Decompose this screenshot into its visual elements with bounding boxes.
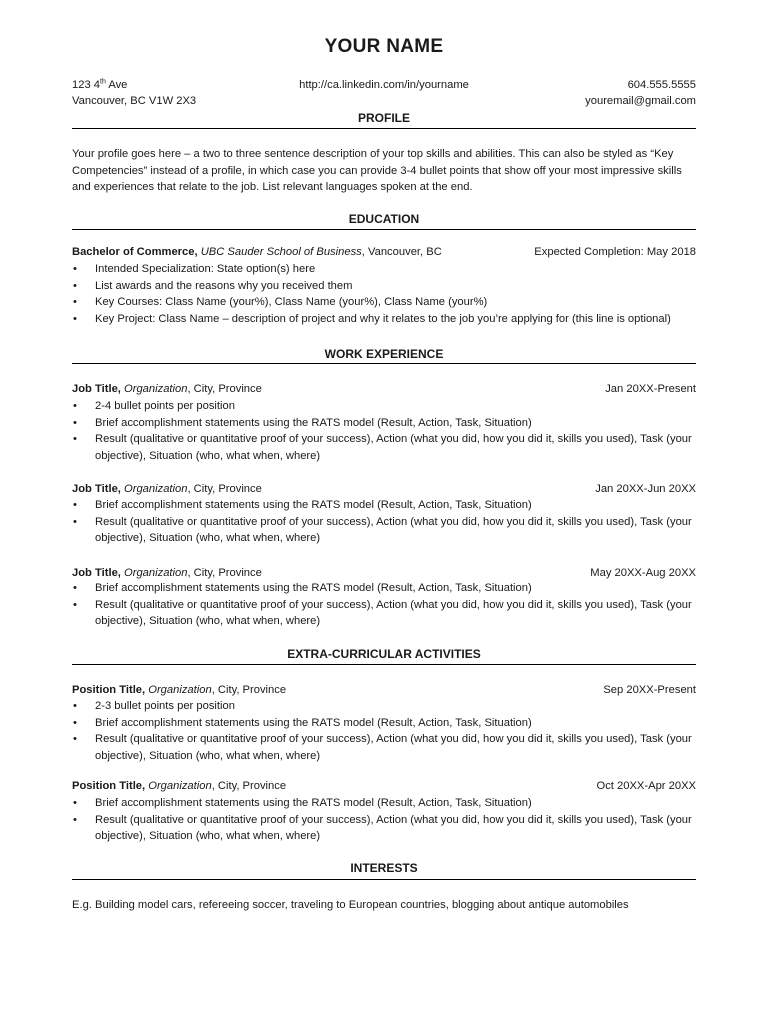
activity-location: , City, Province xyxy=(211,684,287,696)
school-name: UBC Sauder School of Business xyxy=(200,246,362,258)
job-title: Job Title, xyxy=(72,383,121,395)
education-heading: EDUCATION xyxy=(348,212,420,226)
interests-heading: INTERESTS xyxy=(350,861,418,875)
bullet-item: • Result (qualitative or quantitative proof of your success), Action (what you did, how you did it, skills you used), Task (your objective), Situation (who, what when, where) xyxy=(72,431,698,464)
job-organization: Organization xyxy=(124,567,188,579)
job-location: , City, Province xyxy=(187,483,262,495)
profile-divider xyxy=(72,128,696,129)
bullet-item: • List awards and the reasons why you received them xyxy=(72,278,698,295)
bullet-item: • Brief accomplishment statements using the RATS model (Result, Action, Task, Situation) xyxy=(72,715,698,732)
work-entry-bullets xyxy=(72,398,698,465)
bullet-item: • Result (qualitative or quantitative proof of your success), Action (what you did, how you did it, skills you used), Task (your objective), Situation (who, what when, where) xyxy=(72,514,698,547)
activity-entry-title xyxy=(72,778,286,794)
bullet-item: • Brief accomplishment statements using the RATS model (Result, Action, Task, Situation) xyxy=(72,580,698,597)
bullet-item: • Brief accomplishment statements using the RATS model (Result, Action, Task, Situation) xyxy=(72,795,698,812)
education-entry-header xyxy=(72,244,696,260)
job-organization: Organization xyxy=(124,383,188,395)
work-entry-header xyxy=(72,481,696,497)
email-link[interactable]: youremail@gmail.com xyxy=(585,95,696,107)
job-date: Jan 20XX-Present xyxy=(605,383,696,395)
street-number: 123 4 xyxy=(72,79,100,91)
interests-text: E.g. Building model cars, refereeing soccer, traveling to European countries, blogging about antique automobiles xyxy=(72,899,629,911)
job-location: , City, Province xyxy=(187,383,262,395)
education-bullets xyxy=(72,261,698,328)
bullet-item: • Brief accomplishment statements using the RATS model (Result, Action, Task, Situation) xyxy=(72,497,698,514)
work-entry-bullets xyxy=(72,497,698,547)
activity-entry-header xyxy=(72,682,696,698)
job-title: Job Title, xyxy=(72,483,121,495)
activity-organization: Organization xyxy=(148,780,212,792)
job-date: Jan 20XX-Jun 20XX xyxy=(595,483,696,495)
education-divider xyxy=(72,229,696,230)
activity-date: Oct 20XX-Apr 20XX xyxy=(596,780,696,792)
job-title: Job Title, xyxy=(72,567,121,579)
job-date: May 20XX-Aug 20XX xyxy=(590,567,696,579)
work-entry-title xyxy=(72,381,262,397)
work-entry-header xyxy=(72,565,696,581)
activity-entry-bullets xyxy=(72,795,698,845)
bullet-item: • 2-4 bullet points per position xyxy=(72,398,698,415)
job-organization: Organization xyxy=(124,483,188,495)
profile-heading: PROFILE xyxy=(357,111,410,125)
resume-name: YOUR NAME xyxy=(324,36,444,57)
position-title: Position Title, xyxy=(72,684,146,696)
bullet-item: • Result (qualitative or quantitative proof of your success), Action (what you did, how you did it, skills you used), Task (your objective), Situation (who, what when, where) xyxy=(72,597,698,630)
bullet-item: • Key Courses: Class Name (your%), Class Name (your%), Class Name (your%) xyxy=(72,294,698,311)
bullet-item: • Intended Specialization: State option(s) here xyxy=(72,261,698,278)
bullet-item: • Result (qualitative or quantitative proof of your success), Action (what you did, how you did it, skills you used), Task (your objective), Situation (who, what when, where) xyxy=(72,731,698,764)
work-heading: WORK EXPERIENCE xyxy=(324,347,444,361)
activity-location: , City, Province xyxy=(211,780,287,792)
bullet-item: • 2-3 bullet points per position xyxy=(72,698,698,715)
education-date: Expected Completion: May 2018 xyxy=(534,246,696,258)
bullet-item: • Result (qualitative or quantitative proof of your success), Action (what you did, how you did it, skills you used), Task (your objective), Situation (who, what when, where) xyxy=(72,812,698,845)
education-degree-line xyxy=(72,244,442,260)
extracurricular-divider xyxy=(72,664,696,665)
bullet-item: • Brief accomplishment statements using the RATS model (Result, Action, Task, Situation) xyxy=(72,415,698,432)
activity-entry-bullets xyxy=(72,698,698,765)
profile-text: Your profile goes here – a two to three sentence description of your top skills and abilities. This can also be styled as “Key Competencies” instead of a profile, in which case you can provide 3-4 bullet points that show off your most impressive skills and experiences that relate to the job. List relevant languages spoken at the end. xyxy=(72,148,682,193)
extracurricular-heading: EXTRA-CURRICULAR ACTIVITIES xyxy=(287,647,481,661)
activity-date: Sep 20XX-Present xyxy=(603,684,696,696)
work-entry-header xyxy=(72,381,696,397)
degree-name: Bachelor of Commerce, xyxy=(72,246,198,258)
work-divider xyxy=(72,363,696,364)
activity-entry-header xyxy=(72,778,696,794)
work-entry-bullets xyxy=(72,580,698,630)
street-name: Ave xyxy=(105,79,128,91)
bullet-item: • Key Project: Class Name – description of project and why it relates to the job you’re applying for (this line is optional) xyxy=(72,311,698,328)
school-location: , Vancouver, BC xyxy=(361,246,442,258)
activity-entry-title xyxy=(72,682,286,698)
activity-organization: Organization xyxy=(148,684,212,696)
interests-divider xyxy=(72,879,696,880)
job-location: , City, Province xyxy=(187,567,262,579)
phone-number: 604.555.5555 xyxy=(627,79,696,91)
work-entry-title xyxy=(72,565,262,581)
work-entry-title xyxy=(72,481,262,497)
position-title: Position Title, xyxy=(72,780,146,792)
street-ordinal: th xyxy=(100,78,106,86)
address-city: Vancouver, BC V1W 2X3 xyxy=(72,95,197,107)
linkedin-link[interactable]: http://ca.linkedin.com/in/yourname xyxy=(299,79,469,91)
